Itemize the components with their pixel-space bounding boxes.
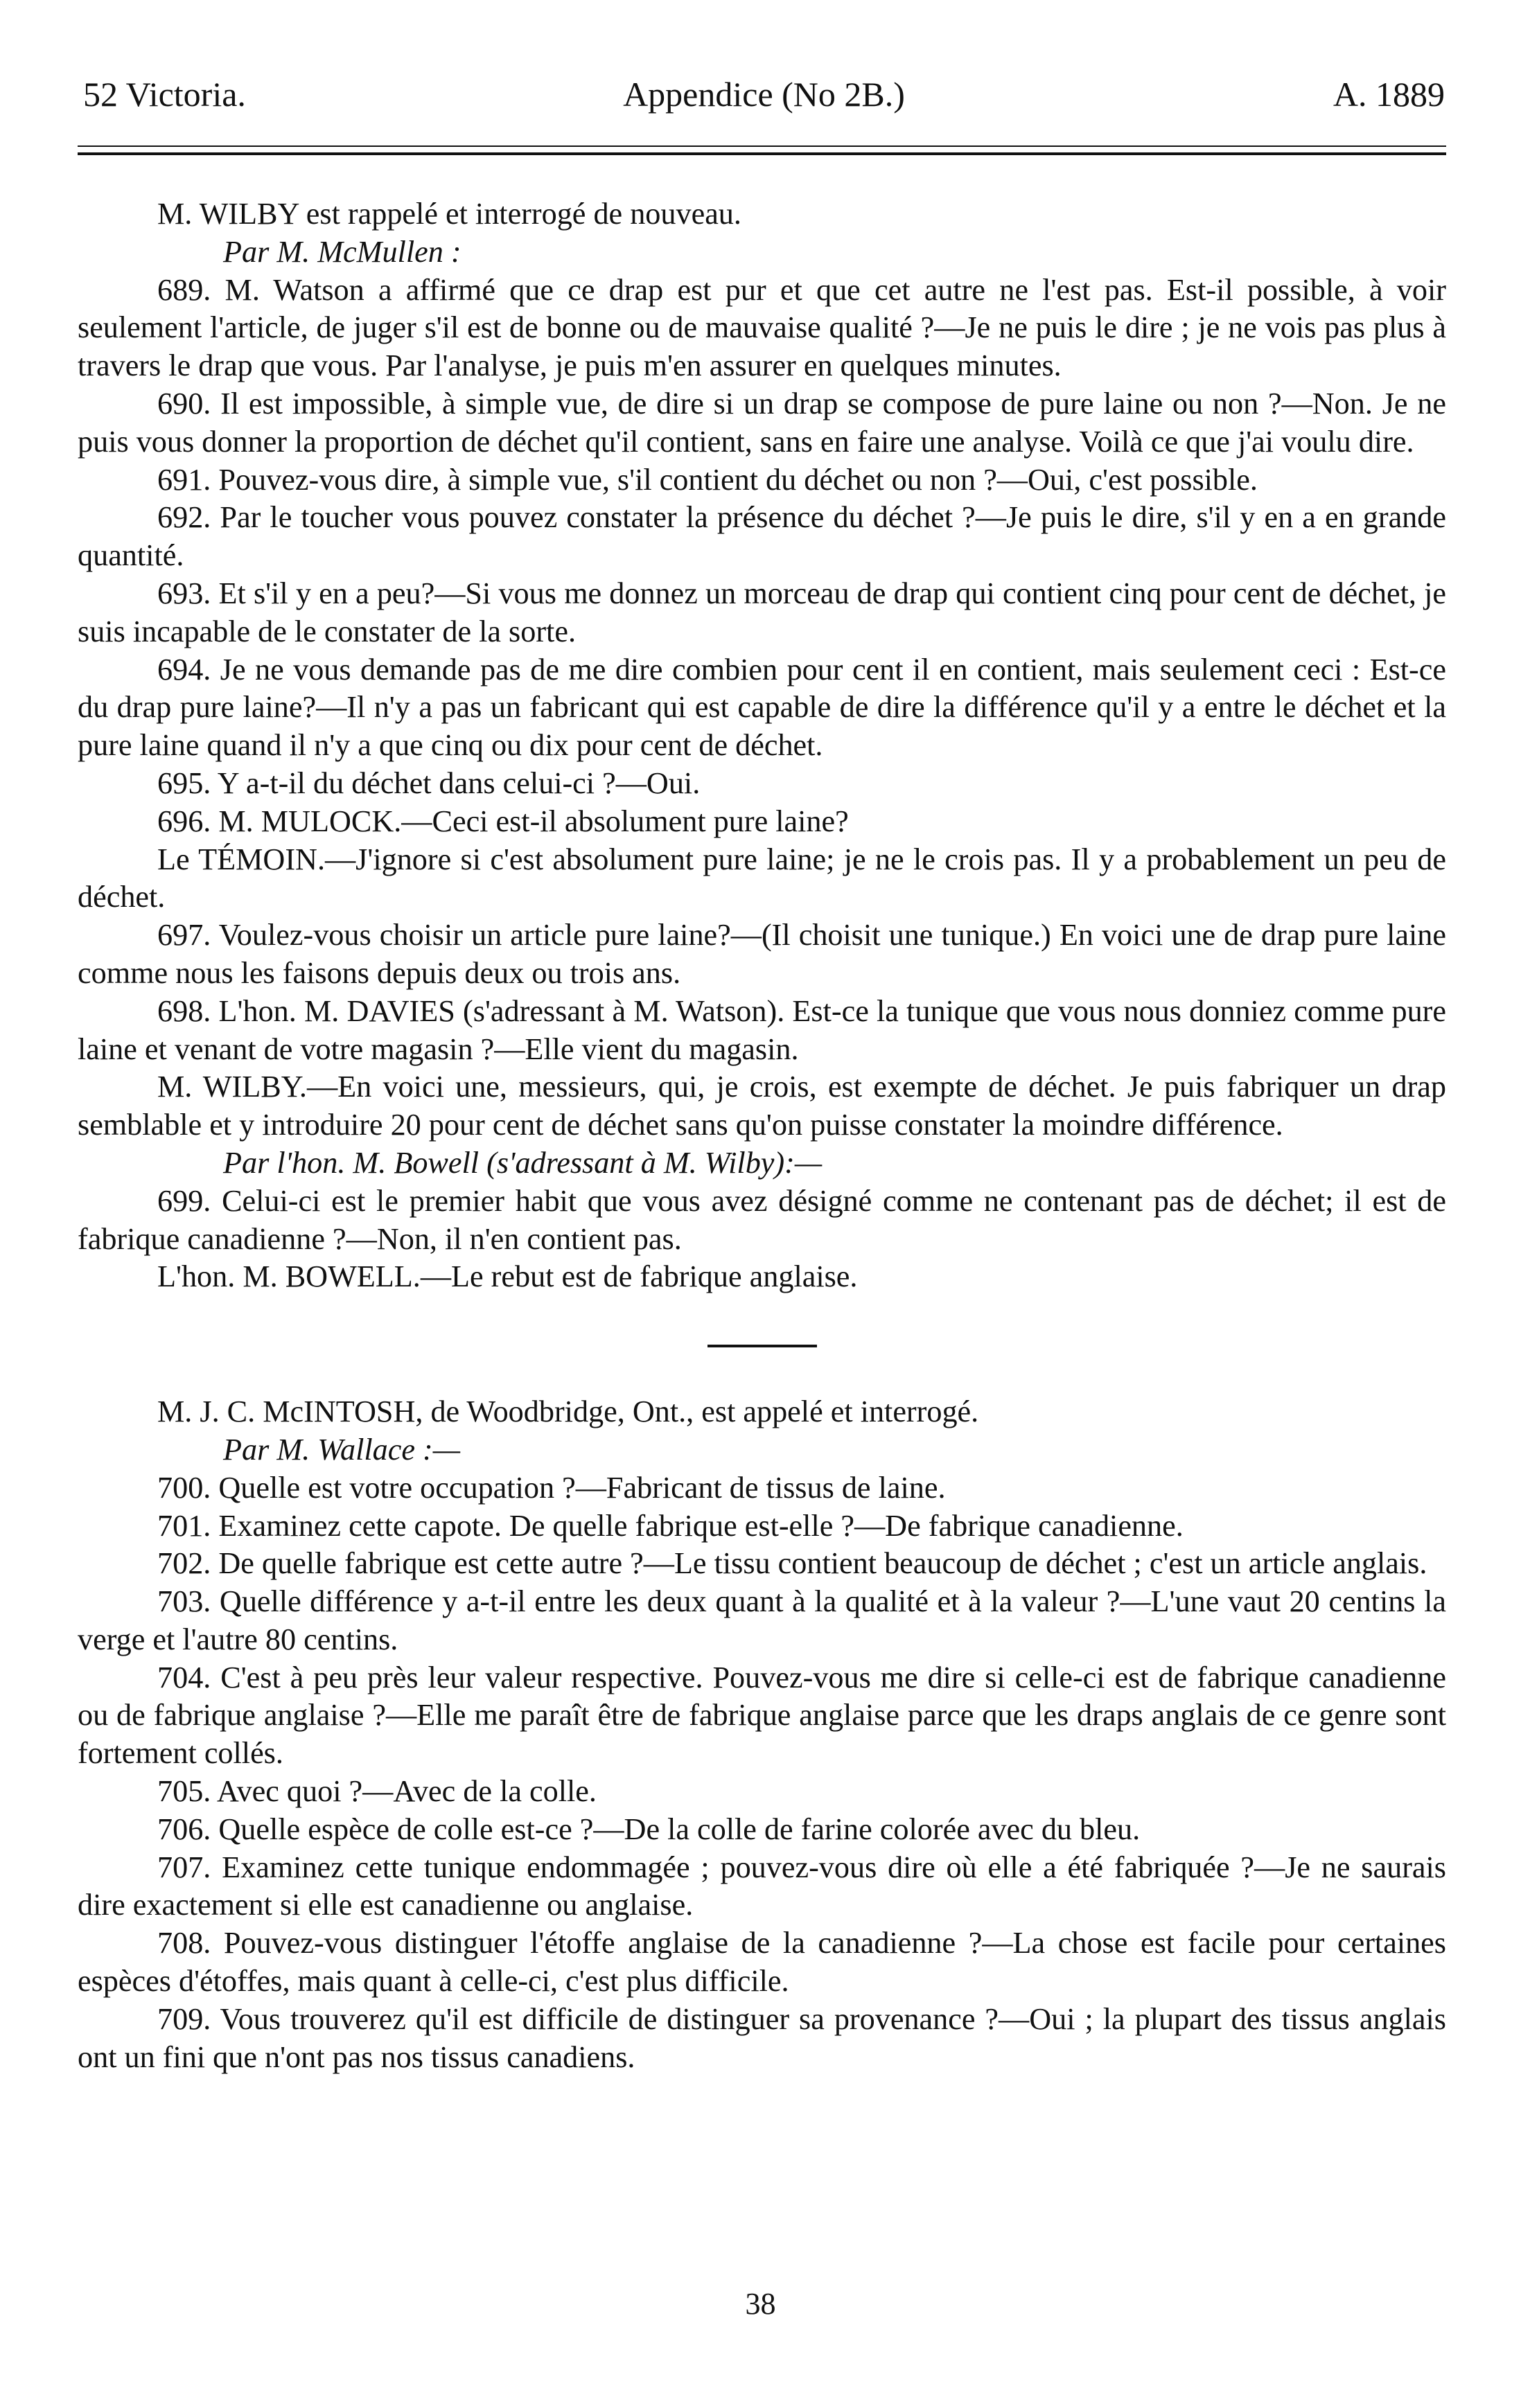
paragraph: 709. Vous trouverez qu'il est difficile de distinguer sa provenance ?—Oui ; la plupart des tissus anglais ont un fini que n'ont pas nos tissus canadiens. (78, 2001, 1446, 2074)
section-1-questioner: Par M. McMullen : (223, 234, 461, 269)
section-2-questioner: Par M. Wallace :— (223, 1432, 460, 1467)
paragraph: 708. Pouvez-vous distinguer l'étoffe anglaise de la canadienne ?—La chose est facile pour certaines espèces d'étoffes, mais quant à celle-ci, c'est plus difficile. (78, 1926, 1446, 1999)
paragraph: 691. Pouvez-vous dire, à simple vue, s'il contient du déchet ou non ?—Oui, c'est possible. (157, 462, 1258, 497)
header-rule-thick (78, 152, 1446, 155)
paragraph: 690. Il est impossible, à simple vue, de dire si un drap se compose de pure laine ou non ?—Non. Je ne puis vous donner la proportion de déchet qu'il contient, sans en faire une analyse. Voilà ce que j'ai voulu dire. (78, 386, 1446, 459)
paragraph: 707. Examinez cette tunique endommagée ; pouvez-vous dire où elle a été fabriquée ?—Je ne saurais dire exactement si elle est canadienne ou anglaise. (78, 1850, 1446, 1922)
paragraph: 693. Et s'il y en a peu?—Si vous me donnez un morceau de drap qui contient cinq pour cent de déchet, je suis incapable de le constater de la sorte. (78, 576, 1446, 648)
paragraph: 692. Par le toucher vous pouvez constater la présence du déchet ?—Je puis le dire, s'il y en a en grande quantité. (78, 500, 1446, 573)
paragraph: Le TÉMOIN.—J'ignore si c'est absolument pure laine; je ne le crois pas. Il y a probablement un peu de déchet. (78, 842, 1446, 914)
paragraph: 689. M. Watson a affirmé que ce drap est pur et que cet autre ne l'est pas. Est-il possible, à voir seulement l'article, de juger s'il est de bonne ou de mauvaise qualité ?—Je ne puis le dire ; je ne vois pas plus à travers le drap que vous. Par l'analyse, je puis m'en assurer en quelques minutes. (78, 272, 1446, 383)
page-header (83, 67, 1445, 122)
paragraph: L'hon. M. BOWELL.—Le rebut est de fabrique anglaise. (157, 1259, 858, 1294)
paragraph: 703. Quelle différence y a-t-il entre les deux quant à la qualité et à la valeur ?—L'une vaut 20 centins la verge et l'autre 80 centins. (78, 1584, 1446, 1656)
paragraph: 696. M. MULOCK.—Ceci est-il absolument pure laine? (157, 804, 849, 838)
paragraph: 698. L'hon. M. DAVIES (s'adressant à M. Watson). Est-ce la tunique que vous nous donniez comme pure laine et venant de votre magasin ?—Elle vient du magasin. (78, 993, 1446, 1066)
paragraph: 706. Quelle espèce de colle est-ce ?—De la colle de farine colorée avec du bleu. (157, 1812, 1141, 1846)
header-title: Appendice (No 2B.) (623, 75, 905, 114)
paragraph: 695. Y a-t-il du déchet dans celui-ci ?—Oui. (157, 765, 701, 800)
paragraph: 705. Avec quoi ?—Avec de la colle. (157, 1774, 597, 1809)
header-rule-thin (78, 145, 1446, 147)
paragraph: 694. Je ne vous demande pas de me dire combien pour cent il en contient, mais seulement ceci : Est-ce du drap pure laine?—Il n'y a pas un fabricant qui est capable de dire la différence qu'il y a entre le déchet et la pure laine quand il n'y a que cinq ou dix pour cent de déchet. (78, 652, 1446, 763)
section-1-questioner-2: Par l'hon. M. Bowell (s'adressant à M. Wilby):— (223, 1145, 823, 1180)
paragraph: 701. Examinez cette capote. De quelle fabrique est-elle ?—De fabrique canadienne. (157, 1508, 1184, 1543)
section-1-intro: M. WILBY est rappelé et interrogé de nouveau. (157, 197, 741, 231)
paragraph: 699. Celui-ci est le premier habit que vous avez désigné comme ne contenant pas de déchet; il est de fabrique canadienne ?—Non, il n'en contient pas. (78, 1183, 1446, 1256)
paragraph: M. WILBY.—En voici une, messieurs, qui, je crois, est exempte de déchet. Je puis fabriquer un drap semblable et y introduire 20 pour cent de déchet sans qu'on puisse constater la moindre différence. (78, 1070, 1446, 1142)
section-separator (707, 1345, 817, 1347)
page-number: 38 (745, 2287, 776, 2321)
header-session: 52 Victoria. (83, 75, 246, 114)
paragraph: 700. Quelle est votre occupation ?—Fabricant de tissus de laine. (157, 1470, 946, 1505)
document-body (78, 195, 1446, 2076)
header-year: A. 1889 (1333, 75, 1445, 114)
paragraph: 697. Voulez-vous choisir un article pure laine?—(Il choisit une tunique.) En voici une de drap pure laine comme nous les faisons depuis deux ou trois ans. (78, 918, 1446, 990)
paragraph: 702. De quelle fabrique est cette autre ?—Le tissu contient beaucoup de déchet ; c'est un article anglais. (157, 1546, 1427, 1581)
section-2-intro: M. J. C. McINTOSH, de Woodbridge, Ont., est appelé et interrogé. (157, 1395, 979, 1429)
paragraph: 704. C'est à peu près leur valeur respective. Pouvez-vous me dire si celle-ci est de fabrique canadienne ou de fabrique anglaise ?—Elle me paraît être de fabrique anglaise parce que les draps anglais de ce genre sont fortement collés. (78, 1660, 1446, 1771)
